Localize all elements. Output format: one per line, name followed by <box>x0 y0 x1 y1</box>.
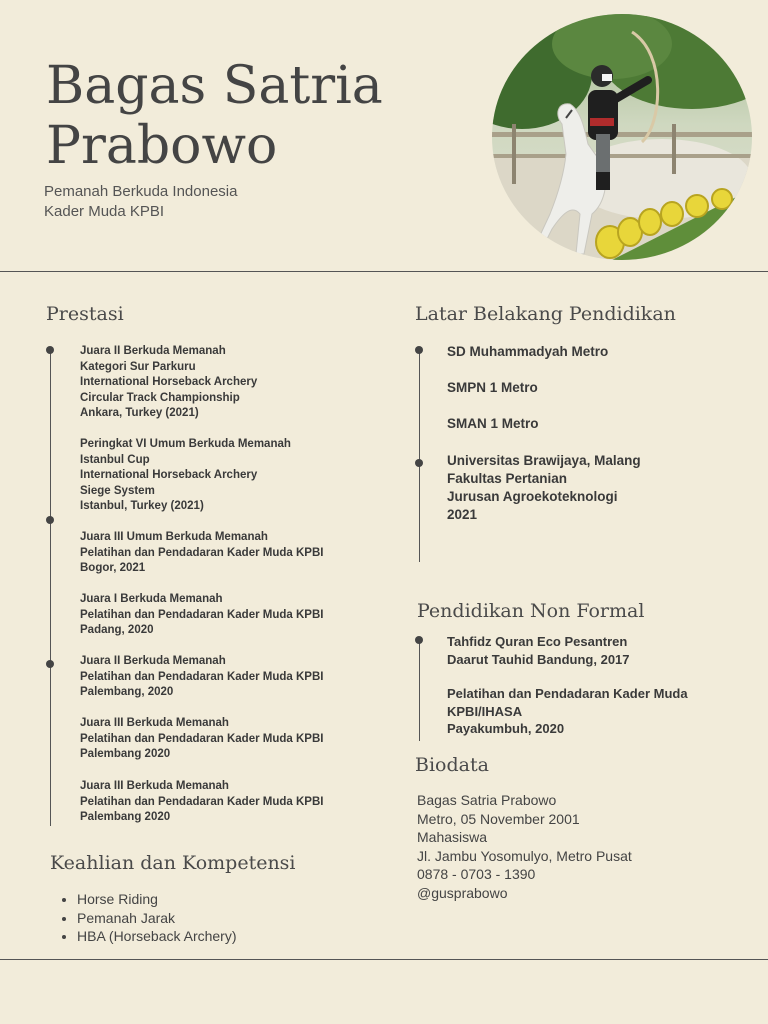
entry-line: Tahfidz Quran Eco Pesantren <box>447 634 628 649</box>
skill-item: • Pemanah Jarak <box>77 909 237 928</box>
entry-line: Istanbul Cup <box>80 453 150 466</box>
entry-line: Istanbul, Turkey (2021) <box>80 500 204 512</box>
skill-item: • Horse Riding <box>77 890 237 909</box>
entry-line: Daarut Tauhid Bandung, 2017 <box>447 651 630 667</box>
entry-line: Siege System <box>80 484 155 497</box>
entry-line: 2021 <box>447 507 478 522</box>
entry-line: Bogor, 2021 <box>80 562 146 574</box>
page-title <box>46 56 466 176</box>
prestasi-entry <box>80 437 291 515</box>
entry-line: Kategori Sur Parkuru <box>80 360 196 373</box>
name-line-2: Prabowo <box>46 116 278 176</box>
prestasi-timeline <box>50 348 51 826</box>
entry-line: KPBI/IHASA <box>447 703 523 719</box>
prestasi-entry <box>80 716 323 763</box>
entry-line: Jurusan Agroekoteknologi <box>447 489 618 504</box>
entry-line: Pelatihan dan Pendadaran Kader Muda <box>447 686 688 701</box>
entry-line: Palembang 2020 <box>80 748 171 760</box>
entry-line: Juara III Berkuda Memanah <box>80 780 229 792</box>
entry-line: Pelatihan dan Pendadaran Kader Muda KPBI <box>80 546 324 559</box>
entry-line: SD Muhammadyah Metro <box>447 344 609 359</box>
entry-line: SMAN 1 Metro <box>447 416 539 431</box>
timeline-dot <box>46 346 54 354</box>
biodata-block <box>417 791 632 902</box>
entry-line: Juara II Berkuda Memanah <box>80 655 226 667</box>
entry-line: Ankara, Turkey (2021) <box>80 407 199 419</box>
entry-line: Universitas Brawijaya, Malang <box>447 453 641 468</box>
prestasi-heading: Prestasi <box>46 303 124 325</box>
entry-line: Fakultas Pertanian <box>447 471 568 486</box>
entry-line: Pelatihan dan Pendadaran Kader Muda KPBI <box>80 608 324 621</box>
subtitle <box>44 182 237 222</box>
biodata-name: Bagas Satria Prabowo <box>417 792 557 808</box>
skill-item: • HBA (Horseback Archery) <box>77 927 237 946</box>
biodata-occupation: Mahasiswa <box>417 829 488 845</box>
horseback-archer-illustration <box>492 14 752 260</box>
skills-list <box>45 890 237 946</box>
timeline-dot <box>46 660 54 668</box>
entry-line: International Horseback Archery <box>80 469 258 481</box>
entry-line: Juara III Umum Berkuda Memanah <box>80 531 268 543</box>
prestasi-entry <box>80 779 323 826</box>
nonformal-timeline <box>419 637 420 741</box>
entry-line: Pelatihan dan Pendadaran Kader Muda KPBI <box>80 732 324 745</box>
entry-line: Pelatihan dan Pendadaran Kader Muda KPBI <box>80 670 324 683</box>
nonformal-entry <box>447 633 630 668</box>
entry-line: Padang, 2020 <box>80 624 154 636</box>
prestasi-entry <box>80 344 257 422</box>
name-line-1: Bagas Satria <box>46 56 383 116</box>
biodata-address: Jl. Jambu Yosomulyo, Metro Pusat <box>417 847 632 864</box>
bottom-divider <box>0 959 768 960</box>
entry-line: Circular Track Championship <box>80 391 240 404</box>
timeline-dot <box>415 636 423 644</box>
education-timeline <box>419 348 420 562</box>
prestasi-entry <box>80 654 323 701</box>
prestasi-entry <box>80 592 323 639</box>
entry-line: Payakumbuh, 2020 <box>447 721 565 736</box>
biodata-phone: 0878 - 0703 - 1390 <box>417 866 536 882</box>
subtitle-line-2: Kader Muda KPBI <box>44 203 165 220</box>
education-entry <box>447 343 608 361</box>
entry-line: SMPN 1 Metro <box>447 380 538 395</box>
biodata-social: @gusprabowo <box>417 884 508 901</box>
subtitle-line-1: Pemanah Berkuda Indonesia <box>44 183 238 200</box>
education-heading: Latar Belakang Pendidikan <box>415 303 676 325</box>
skills-heading: Keahlian dan Kompetensi <box>50 852 296 874</box>
nonformal-heading: Pendidikan Non Formal <box>417 600 645 622</box>
biodata-birth: Metro, 05 November 2001 <box>417 810 580 827</box>
prestasi-entry <box>80 530 323 577</box>
profile-photo <box>492 14 752 260</box>
entry-line: Palembang, 2020 <box>80 686 174 698</box>
timeline-dot <box>415 346 423 354</box>
entry-line: Peringkat VI Umum Berkuda Memanah <box>80 438 291 450</box>
entry-line: Juara II Berkuda Memanah <box>80 345 226 357</box>
biodata-heading: Biodata <box>415 754 489 776</box>
timeline-dot <box>415 459 423 467</box>
education-entry <box>447 452 641 524</box>
education-entry <box>447 415 539 433</box>
entry-line: Pelatihan dan Pendadaran Kader Muda KPBI <box>80 795 324 808</box>
entry-line: Juara I Berkuda Memanah <box>80 593 223 605</box>
entry-line: Palembang 2020 <box>80 811 171 823</box>
entry-line: International Horseback Archery <box>80 376 258 388</box>
timeline-dot <box>46 516 54 524</box>
nonformal-entry <box>447 685 688 738</box>
top-divider <box>0 271 768 272</box>
entry-line: Juara III Berkuda Memanah <box>80 717 229 729</box>
education-entry <box>447 379 538 397</box>
